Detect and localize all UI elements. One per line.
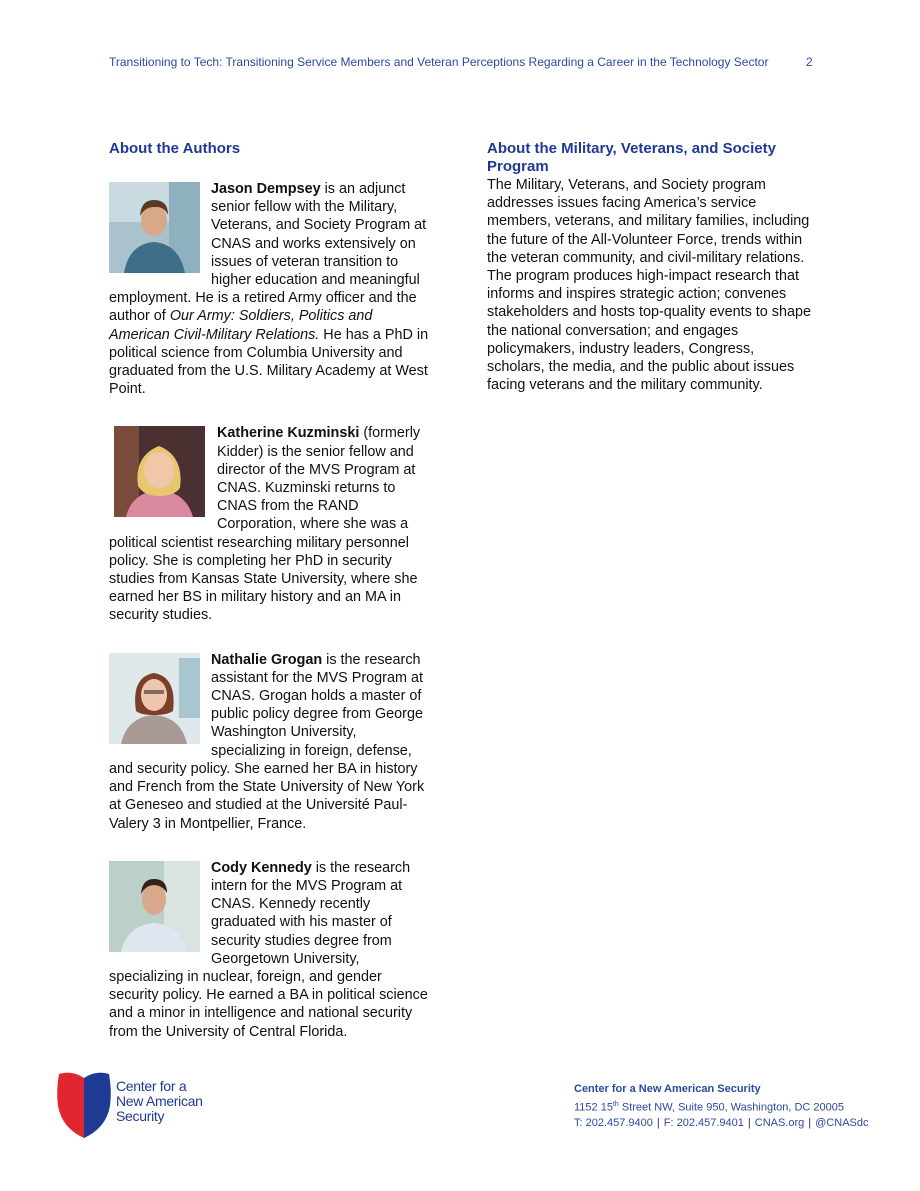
program-heading: About the Military, Veterans, and Society Program <box>487 140 776 175</box>
bio-text: He has a PhD in political science from Columbia University and graduated from the U.S. Military Academy at West Point. <box>109 326 429 398</box>
footer-address <box>574 1097 869 1116</box>
author-name: Jason Dempsey <box>211 181 321 197</box>
author-name: Nathalie Grogan <box>211 651 323 668</box>
program-column <box>487 140 812 394</box>
page-number: 2 <box>806 55 813 69</box>
logo-line: New American <box>116 1093 203 1109</box>
authors-heading: About the Authors <box>109 140 241 157</box>
footer-logo-text <box>116 1079 203 1124</box>
bio-text: is an adjunct senior fellow with the Military, Veterans, and Society Program at CNAS and works extensively on issues of veteran transition to higher education and meaningful employment. He is a retired Army officer and the author of <box>109 181 427 325</box>
book-title: Our Army: Soldiers, Politics and American Civil-Military Relations. <box>109 308 373 343</box>
footer-phone: T: 202.457.9400 <box>574 1116 653 1129</box>
address-part: Street NW, Suite 950, Washington, DC 20005 <box>618 1101 845 1114</box>
bio-nathalie-grogan <box>109 651 434 833</box>
footer-fax: F: 202.457.9401 <box>663 1116 744 1129</box>
cnas-shield-logo <box>54 1070 114 1140</box>
authors-column <box>109 140 434 1067</box>
logo-line: Security <box>116 1108 165 1124</box>
bio-text: is the research intern for the MVS Program at CNAS. Kennedy recently graduated with his master of security studies degree from Georgetown University, specializing in nuclear, foreign, and gender security policy. He earned a BA in political science and a minor in intelligence and national security from the University of Central Florida. <box>109 859 428 1040</box>
bio-text: (formerly Kidder) is the senior fellow and director of the MVS Program at CNAS. Kuzminski returns to CNAS from the RAND Corporation, where she was a political scientist researching military personnel policy. She is completing her PhD in security studies from Kansas State University, where she earned her BS in military history and an MA in security studies. <box>109 425 421 624</box>
footer-org-name: Center for a New American Security <box>574 1083 761 1095</box>
program-description: The Military, Veterans, and Society program addresses issues facing America’s service members, veterans, and military families, including the future of the All-Volunteer Force, trends within the veteran community, and civil-military relations. The program produces high-impact research that informs and inspires strategic action; convenes stakeholders and hosts top-quality events to shape the national conversation; and engages policymakers, industry leaders, Congress, scholars, the media, and the public about issues facing veterans and the military community. <box>487 177 811 394</box>
running-header-title: Transitioning to Tech: Transitioning Service Members and Veteran Perceptions Regarding a Career in the Technology Sector <box>109 55 769 69</box>
author-photo-kuzminski <box>114 426 205 517</box>
footer-twitter-link[interactable]: @CNASdc <box>815 1116 869 1129</box>
address-part: 1152 15 <box>574 1101 613 1114</box>
bio-text: is the research assistant for the MVS Program at CNAS. Grogan holds a master of public policy degree from George Washington University, specializing in foreign, defense, and security policy. She earned her BA in history and French from the State University of New York at Geneseo and studied at the Université Paul-Valery 3 in Montpellier, France. <box>109 651 425 832</box>
author-photo-dempsey <box>109 182 200 273</box>
bio-cody-kennedy <box>109 859 434 1041</box>
footer-website-link[interactable]: CNAS.org <box>754 1116 805 1129</box>
footer-contact-line: T: 202.457.9400 | F: 202.457.9401 | CNAS.org | @CNASdc <box>574 1116 869 1129</box>
footer-contact <box>574 1082 869 1131</box>
author-name: Katherine Kuzminski <box>217 425 360 442</box>
bio-katherine-kuzminski <box>109 424 434 624</box>
address-superscript: th <box>612 1101 619 1108</box>
author-photo-kennedy <box>109 861 200 952</box>
bio-jason-dempsey <box>109 180 434 398</box>
author-photo-grogan <box>109 653 200 744</box>
logo-line: Center for a <box>116 1078 187 1094</box>
author-name: Cody Kennedy <box>211 859 312 876</box>
